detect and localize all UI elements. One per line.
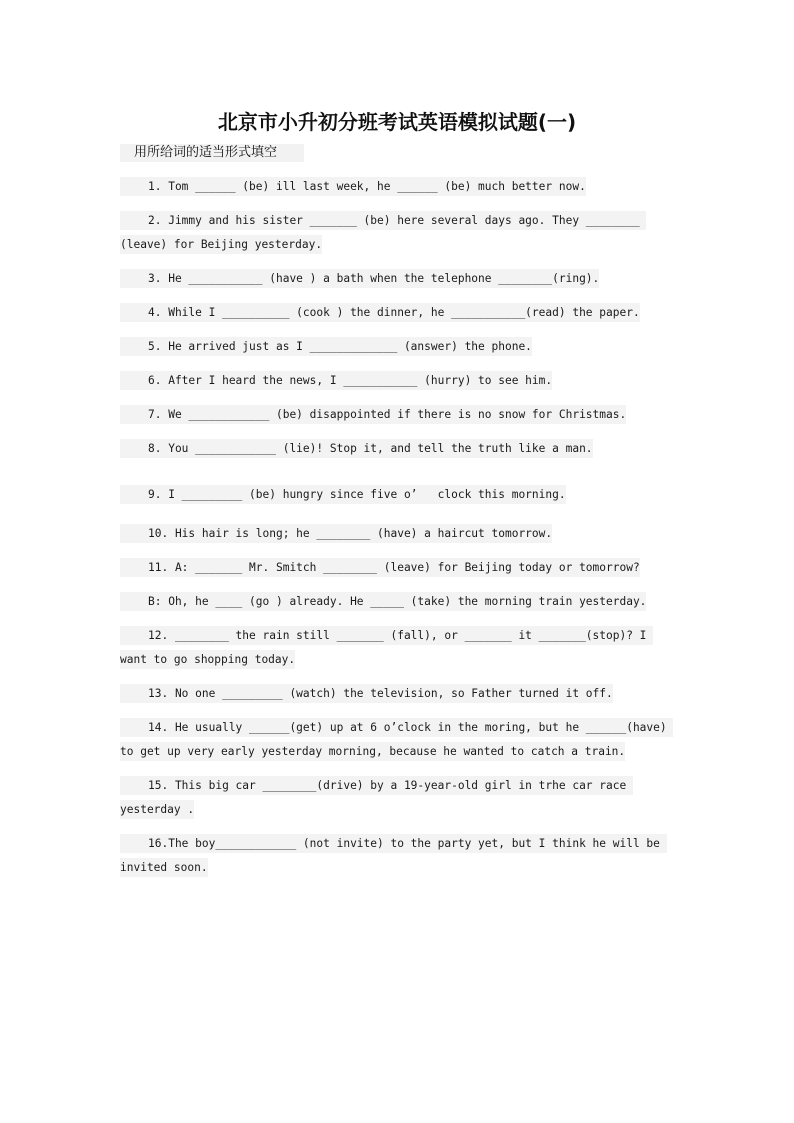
question-6: 6. After I heard the news, I ___________ (hurry) to see him.	[120, 369, 676, 393]
question-4: 4. While I __________ (cook ) the dinner, he ___________(read) the paper.	[120, 301, 676, 325]
question-15: 15. This big car ________(drive) by a 19-year-old girl in trhe car race yesterday .	[120, 774, 676, 822]
question-11a: 11. A: _______ Mr. Smitch ________ (leave) for Beijing today or tomorrow?	[120, 556, 676, 580]
question-8: 8. You ____________ (lie)! Stop it, and tell the truth like a man.	[120, 437, 676, 461]
question-2: 2. Jimmy and his sister _______ (be) here several days ago. They ________ (leave) for Beijing yesterday.	[120, 209, 676, 257]
question-7: 7. We ____________ (be) disappointed if there is no snow for Christmas.	[120, 403, 676, 427]
question-10: 10. His hair is long; he ________ (have) a haircut tomorrow.	[120, 522, 676, 546]
question-9: 9. I _________ (be) hungry since five o’ clock this morning.	[120, 483, 676, 507]
question-5: 5. He arrived just as I _____________ (answer) the phone.	[120, 335, 676, 359]
instruction-heading: 用所给词的适当形式填空	[120, 144, 304, 162]
question-12: 12. ________ the rain still _______ (fall), or _______ it _______(stop)? I want to go shopping today.	[120, 624, 676, 672]
question-11b: B: Oh, he ____ (go ) already. He _____ (take) the morning train yesterday.	[120, 590, 676, 614]
page-title: 北京市小升初分班考试英语模拟试题(一)	[217, 110, 577, 134]
question-16: 16.The boy____________ (not invite) to the party yet, but I think he will be invited soon.	[120, 832, 676, 880]
question-14: 14. He usually ______(get) up at 6 o’clock in the moring, but he ______(have) to get up very early yesterday morning, because he wanted to catch a train.	[120, 716, 676, 764]
question-3: 3. He ___________ (have ) a bath when the telephone ________(ring).	[120, 267, 676, 291]
question-13: 13. No one _________ (watch) the television, so Father turned it off.	[120, 682, 676, 706]
question-1: 1. Tom ______ (be) ill last week, he ______ (be) much better now.	[120, 175, 676, 199]
